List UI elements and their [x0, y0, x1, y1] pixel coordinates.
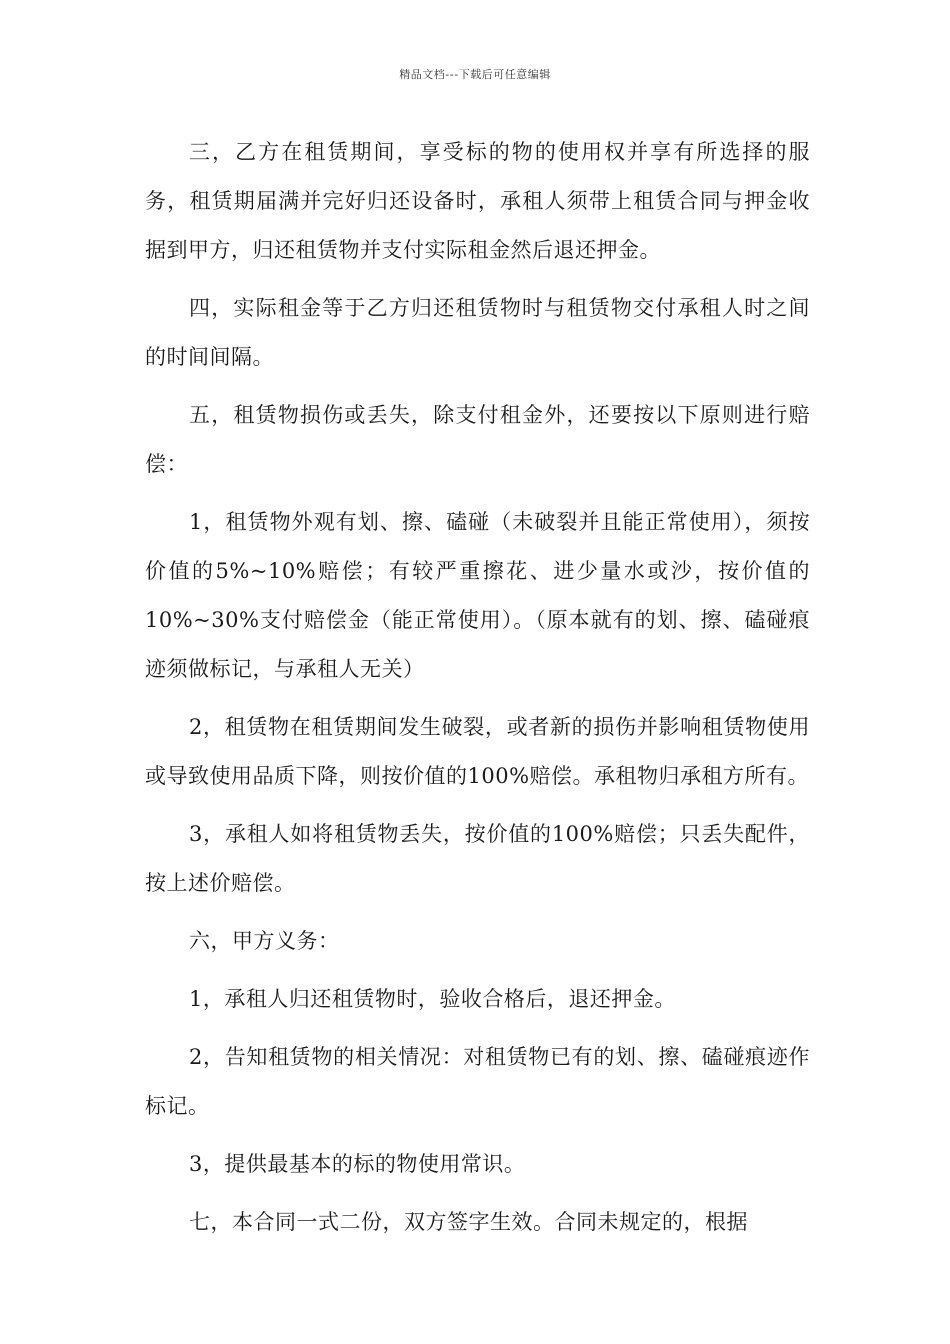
- page-header: 精品文档---下载后可任意编辑: [399, 68, 551, 81]
- paragraph-clause-6-item-3: 3，提供最基本的标的物使用常识。: [189, 1152, 526, 1176]
- paragraph-clause-6-item-2: 2，告知租赁物的相关情况：对租赁物已有的划、擦、磕碰痕迹作标记。: [145, 1045, 810, 1118]
- paragraph-clause-4: 四，实际租金等于乙方归还租赁物时与租赁物交付承租人时之间的时间间隔。: [145, 296, 810, 369]
- paragraph-clause-7: 七，本合同一式二份，双方签字生效。合同未规定的，根据: [189, 1210, 748, 1234]
- paragraph-clause-6-item-1: 1，承租人归还租赁物时，验收合格后，退还押金。: [189, 987, 676, 1011]
- paragraph-clause-5-item-1: 1，租赁物外观有划、擦、磕碰（未破裂并且能正常使用），须按价值的5%~10%赔偿；有较严重擦花、进少量水或沙，按价值的10%~30%支付赔偿金（能正常使用）。（原本就有的划、擦、磕碰痕迹须做标记，与承租人无关）: [145, 510, 810, 681]
- document-body: [145, 128, 810, 1256]
- paragraph-clause-5-item-2: 2，租赁物在租赁期间发生破裂，或者新的损伤并影响租赁物使用或导致使用品质下降，则按价值的100%赔偿。承租物归承租方所有。: [145, 715, 810, 788]
- paragraph-clause-5-item-3: 3，承租人如将租赁物丢失，按价值的100%赔偿；只丢失配件，按上述价赔偿。: [145, 822, 810, 895]
- paragraph-clause-5: 五，租赁物损伤或丢失，除支付租金外，还要按以下原则进行赔偿：: [145, 403, 810, 476]
- paragraph-clause-3: 三，乙方在租赁期间，享受标的物的使用权并享有所选择的服务，租赁期届满并完好归还设备时，承租人须带上租赁合同与押金收据到甲方，归还租赁物并支付实际租金然后退还押金。: [145, 140, 810, 262]
- paragraph-clause-6: 六，甲方义务：: [189, 929, 340, 953]
